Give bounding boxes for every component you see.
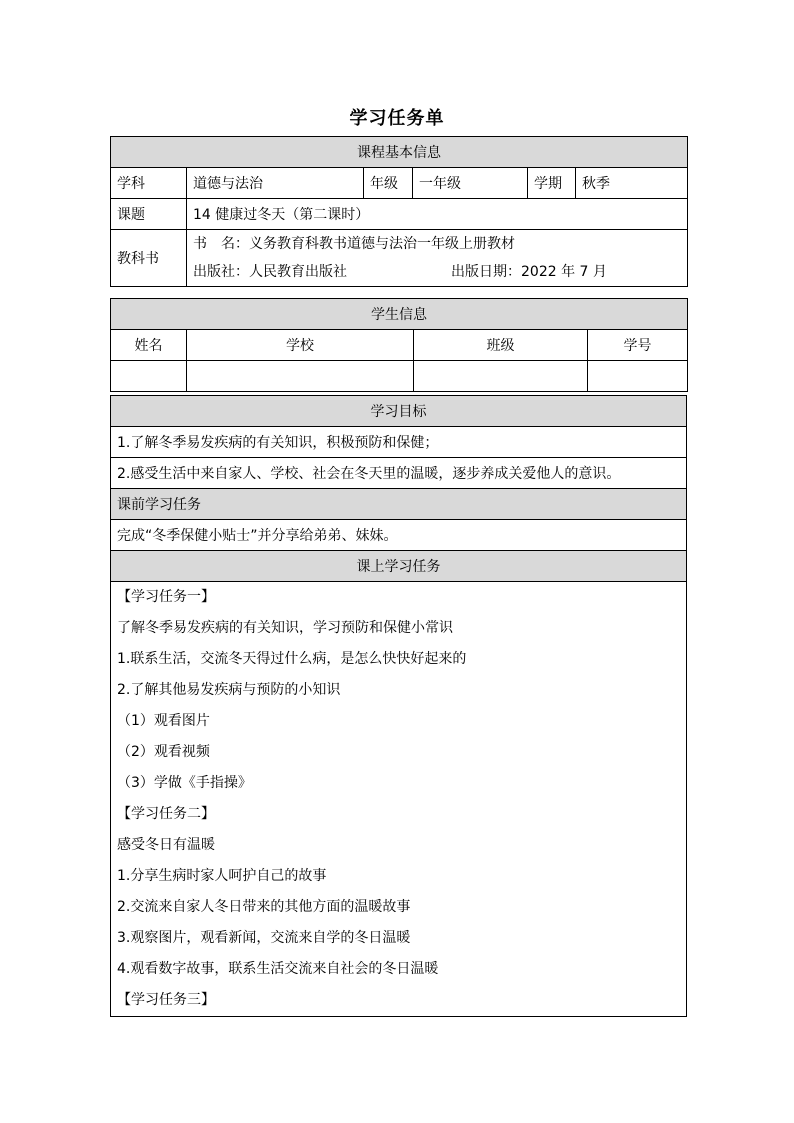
course-info-header-row xyxy=(111,137,688,168)
subject-label: 学科 xyxy=(111,168,187,199)
task-line: （2）观看视频 xyxy=(117,744,210,760)
task-line: 4.观看数字故事，联系生活交流来自社会的冬日温暖 xyxy=(117,961,439,977)
student-info-columns xyxy=(111,330,688,361)
task-line: 【学习任务二】 xyxy=(117,806,215,822)
student-id-cell[interactable] xyxy=(588,361,688,392)
textbook-details xyxy=(187,230,688,287)
task-line: 1.联系生活，交流冬天得过什么病，是怎么快快好起来的 xyxy=(117,651,467,667)
student-info-blank-row xyxy=(111,361,688,392)
textbook-label: 教科书 xyxy=(111,230,187,287)
task-line: 2.交流来自家人冬日带来的其他方面的温暖故事 xyxy=(117,899,411,915)
grade-label: 年级 xyxy=(364,168,413,199)
objective-item: 2.感受生活中来自家人、学校、社会在冬天里的温暖，逐步养成关爱他人的意识。 xyxy=(111,458,687,489)
pre-class-row xyxy=(111,520,687,551)
in-class-body-row xyxy=(111,582,687,1017)
book-name: 书 名：义务教育科教书道德与法治一年级上册教材 xyxy=(193,236,515,252)
task-line: 【学习任务一】 xyxy=(117,589,215,605)
task-line: （3）学做《手指操》 xyxy=(117,775,252,791)
task-line: 了解冬季易发疾病的有关知识，学习预防和保健小常识 xyxy=(117,620,453,636)
lesson-label: 课题 xyxy=(111,199,187,230)
pre-class-header-row xyxy=(111,489,687,520)
in-class-tasks xyxy=(111,582,687,1017)
term-value: 秋季 xyxy=(576,168,688,199)
class-column-header: 班级 xyxy=(414,330,588,361)
in-class-header: 课上学习任务 xyxy=(111,551,687,582)
lesson-row xyxy=(111,199,688,230)
class-cell[interactable] xyxy=(414,361,588,392)
course-info-header: 课程基本信息 xyxy=(111,137,688,168)
textbook-row xyxy=(111,230,688,287)
task-line: 3.观察图片，观看新闻，交流来自学的冬日温暖 xyxy=(117,930,411,946)
task-line: 【学习任务三】 xyxy=(117,992,215,1008)
student-info-header-row xyxy=(111,299,688,330)
subject-value: 道德与法治 xyxy=(187,168,364,199)
student-id-column-header: 学号 xyxy=(588,330,688,361)
objectives-table xyxy=(110,395,687,1017)
objectives-header: 学习目标 xyxy=(111,396,687,427)
grade-value: 一年级 xyxy=(413,168,528,199)
publisher-line xyxy=(193,258,681,286)
task-line: （1）观看图片 xyxy=(117,713,210,729)
term-label: 学期 xyxy=(528,168,576,199)
student-info-header: 学生信息 xyxy=(111,299,688,330)
task-line: 2.了解其他易发疾病与预防的小知识 xyxy=(117,682,341,698)
name-column-header: 姓名 xyxy=(111,330,187,361)
task-sheet-table xyxy=(110,136,688,287)
page-title: 学习任务单 xyxy=(349,108,445,129)
objective-row xyxy=(111,458,687,489)
objective-row xyxy=(111,427,687,458)
pre-class-text: 完成“冬季保健小贴士”并分享给弟弟、妹妹。 xyxy=(111,520,687,551)
student-info-table xyxy=(110,298,688,392)
school-column-header: 学校 xyxy=(187,330,414,361)
publisher: 出版社：人民教育出版社 xyxy=(193,264,347,280)
objectives-header-row xyxy=(111,396,687,427)
task-line: 感受冬日有温暖 xyxy=(117,837,215,853)
pre-class-header: 课前学习任务 xyxy=(111,489,687,520)
lesson-value: 14 健康过冬天（第二课时） xyxy=(187,199,688,230)
in-class-header-row xyxy=(111,551,687,582)
subject-row xyxy=(111,168,688,199)
objective-item: 1.了解冬季易发疾病的有关知识，积极预防和保健； xyxy=(111,427,687,458)
task-line: 1.分享生病时家人呵护自己的故事 xyxy=(117,868,327,884)
school-cell[interactable] xyxy=(187,361,414,392)
name-cell[interactable] xyxy=(111,361,187,392)
publish-date: 出版日期：2022 年 7 月 xyxy=(451,264,607,280)
